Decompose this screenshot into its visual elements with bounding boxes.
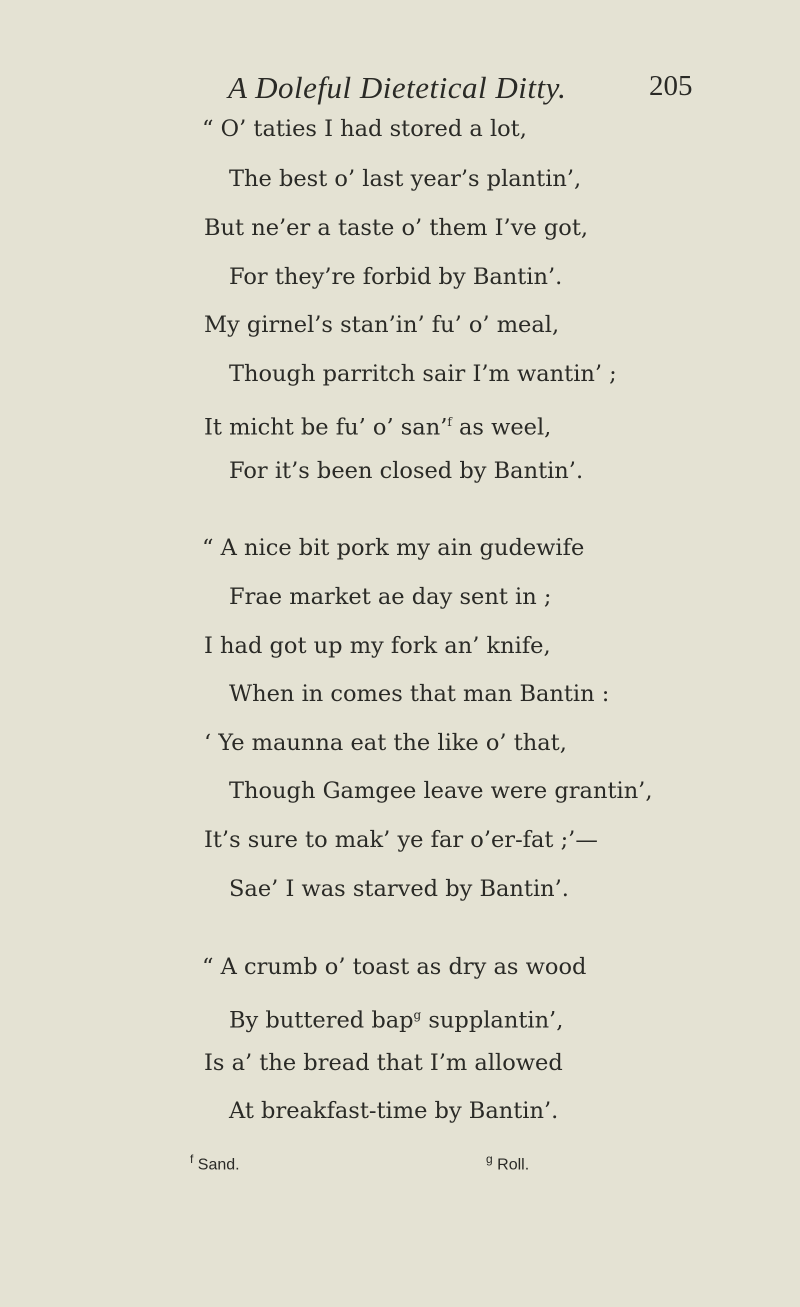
page-number: 205 xyxy=(649,70,693,102)
verse-line xyxy=(204,407,551,443)
footnote-marker: g xyxy=(413,1008,422,1022)
footnote-marker: f xyxy=(447,415,452,429)
verse-line: “ A nice bit pork my ain gudewife xyxy=(202,535,585,561)
verse-line: Though Gamgee leave were grantin’, xyxy=(229,778,653,804)
footnote-marker: g xyxy=(486,1152,493,1166)
verse-line: ‘ Ye maunna eat the like o’ that, xyxy=(204,730,567,756)
footnote-text: Sand. xyxy=(193,1156,240,1174)
running-header xyxy=(0,70,800,110)
verse-line: When in comes that man Bantin : xyxy=(229,681,610,707)
verse-line: The best o’ last year’s plantin’, xyxy=(229,166,582,192)
verse-line: Is a’ the bread that I’m allowed xyxy=(204,1050,563,1076)
footnotes xyxy=(0,1152,800,1176)
verse-line: I had got up my fork an’ knife, xyxy=(204,633,551,659)
verse-line: It’s sure to mak’ ye far o’er-fat ;’— xyxy=(204,827,598,853)
verse-line: My girnel’s stan’in’ fu’ o’ meal, xyxy=(204,312,560,338)
footnote-marker: f xyxy=(190,1152,194,1166)
verse-line: For it’s been closed by Bantin’. xyxy=(229,458,584,484)
verse-line: “ A crumb o’ toast as dry as wood xyxy=(202,954,587,980)
verse-line xyxy=(229,1000,563,1036)
verse-line: But ne’er a taste o’ them I’ve got, xyxy=(204,215,589,241)
verse-line-text: It micht be fu’ o’ san’ xyxy=(204,414,448,441)
verse-line: Frae market ae day sent in ; xyxy=(229,584,552,610)
verse-line-text: supplantin’, xyxy=(421,1007,564,1034)
verse-line-text: as weel, xyxy=(451,414,552,441)
footnote-g xyxy=(486,1152,529,1174)
verse-line-text: By buttered bap xyxy=(229,1007,414,1034)
footnote-f xyxy=(190,1152,240,1174)
verse-line: Though parritch sair I’m wantin’ ; xyxy=(229,361,617,387)
running-title: A Doleful Dietetical Ditty. xyxy=(228,70,567,105)
verse-line: For they’re forbid by Bantin’. xyxy=(229,264,563,290)
footnote-text: Roll. xyxy=(492,1156,530,1174)
verse-line: “ O’ taties I had stored a lot, xyxy=(202,116,527,142)
verse-line: At breakfast-time by Bantin’. xyxy=(229,1098,559,1124)
verse-line: Sae’ I was starved by Bantin’. xyxy=(229,876,569,902)
